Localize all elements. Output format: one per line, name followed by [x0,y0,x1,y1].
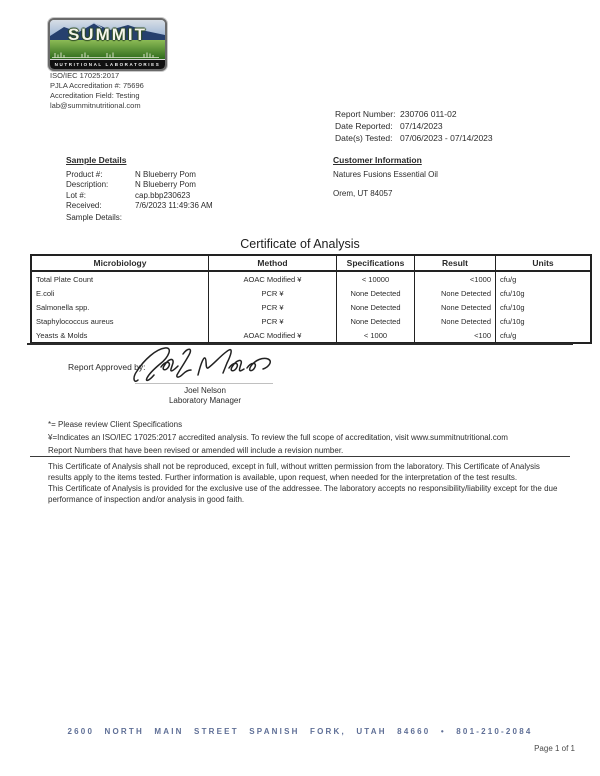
coa-title: Certificate of Analysis [240,237,360,251]
date-reported-label: Date Reported: [335,121,393,131]
method-value: PCR ¥ [209,286,337,300]
received-value: 7/6/2023 11:49:36 AM [135,201,213,210]
spec-value: None Detected [337,314,415,328]
report-approved-by-label: Report Approved by: [68,362,146,372]
page-number: Page 1 of 1 [534,744,575,753]
table-header-row [31,255,591,271]
logo-title: SUMMIT [67,25,148,44]
signature-line [135,383,273,384]
report-number-value: 230706 011-02 [400,109,457,119]
logo-banner [50,59,165,69]
result-value: None Detected [415,286,496,300]
received-label: Received: [66,201,102,210]
report-number-label: Report Number: [335,109,396,119]
header-specifications: Specifications [337,255,415,271]
method-value: PCR ¥ [209,314,337,328]
signature-image [128,342,278,387]
description-label: Description: [66,180,109,189]
units-value: cfu/10g [496,300,592,314]
result-value: <100 [415,328,496,343]
result-value: <1000 [415,271,496,286]
lab-email: lab@summitnutritional.com [50,101,141,110]
disclaimer-paragraph-2: This Certificate of Analysis is provided for the exclusive use of the addressee. The laboratory accepts no responsibility/liability except for the due performance of inspection and/or analysis in good faith. [48,484,558,504]
analyte-name: Total Plate Count [31,271,209,286]
table-row [31,271,591,286]
section-divider-thin [30,456,570,457]
sample-details-heading: Sample Details [66,155,127,165]
table-row [31,286,591,300]
header-units: Units [496,255,592,271]
customer-city: Orem, UT 84057 [333,189,393,198]
sample-details-block [66,155,213,212]
dates-tested-value: 07/06/2023 - 07/14/2023 [400,133,493,143]
signer-name: Joel Nelson [184,386,226,395]
result-value: None Detected [415,314,496,328]
signer-title: Laboratory Manager [168,396,242,405]
header-microbiology: Microbiology [31,255,209,271]
analyte-name: Yeasts & Molds [31,328,209,343]
table-row [31,328,591,343]
footnote-client-specs: *= Please review Client Specifications [48,420,183,429]
method-value: AOAC Modified ¥ [209,271,337,286]
product-value: N Blueberry Pom [135,169,196,179]
header-result: Result [415,255,496,271]
method-value: PCR ¥ [209,300,337,314]
units-value: cfu/g [496,271,592,286]
section-divider-thick [27,343,573,345]
table-row [31,314,591,328]
units-value: cfu/g [496,328,592,343]
analyte-name: Staphylococcus aureus [31,314,209,328]
dates-tested-label: Date(s) Tested: [335,133,393,143]
units-value: cfu/10g [496,314,592,328]
coa-results-table [30,254,592,344]
spec-value: < 10000 [337,271,415,286]
analyte-name: E.coli [31,286,209,300]
footnote-revision: Report Numbers that have been revised or amended will include a revision number. [48,446,344,455]
report-info-block [335,108,493,144]
sample-details-extra-label: Sample Details: [66,213,123,222]
disclaimer-paragraph-1: This Certificate of Analysis shall not be reproduced, except in full, without written permission from the laboratory. This Certificate of Analysis results apply to the items tested. Further information is available, upon request, when needed for the interpretation of the test results. [48,462,540,482]
spec-value: None Detected [337,300,415,314]
spec-value: < 1000 [337,328,415,343]
skyline-ticks-icon [52,51,159,58]
accreditation-block [50,71,144,111]
units-value: cfu/10g [496,286,592,300]
summit-logo [48,18,167,71]
footnotes-block [48,418,508,457]
table-row [31,300,591,314]
customer-name: Natures Fusions Essential Oil [333,169,438,179]
product-label: Product #: [66,169,103,179]
iso-line: ISO/IEC 17025:2017 [50,71,120,80]
signer-block [135,386,275,406]
method-value: AOAC Modified ¥ [209,328,337,343]
customer-info-heading: Customer Information [333,155,422,165]
lab-address-footer: 2600 NORTH MAIN STREET SPANISH FORK, UTAH 84660 • 801-210-2084 [67,727,533,736]
lot-value: cap.bbp230623 [135,190,191,200]
description-value: N Blueberry Pom [135,180,196,189]
header-method: Method [209,255,337,271]
customer-info-block [333,155,438,200]
logo-subtitle: NUTRITIONAL LABORATORIES [54,62,161,67]
disclaimer-block [48,461,560,505]
footnote-accredited-analysis: ¥=Indicates an ISO/IEC 17025:2017 accredited analysis. To review the full scope of accreditation, visit www.summitnutritional.com [48,433,508,442]
spec-value: None Detected [337,286,415,300]
analyte-name: Salmonella spp. [31,300,209,314]
field-line: Accreditation Field: Testing [50,91,140,100]
date-reported-value: 07/14/2023 [400,121,443,131]
lot-label: Lot #: [66,190,87,200]
pjla-line: PJLA Accreditation #: 75696 [50,81,144,90]
result-value: None Detected [415,300,496,314]
